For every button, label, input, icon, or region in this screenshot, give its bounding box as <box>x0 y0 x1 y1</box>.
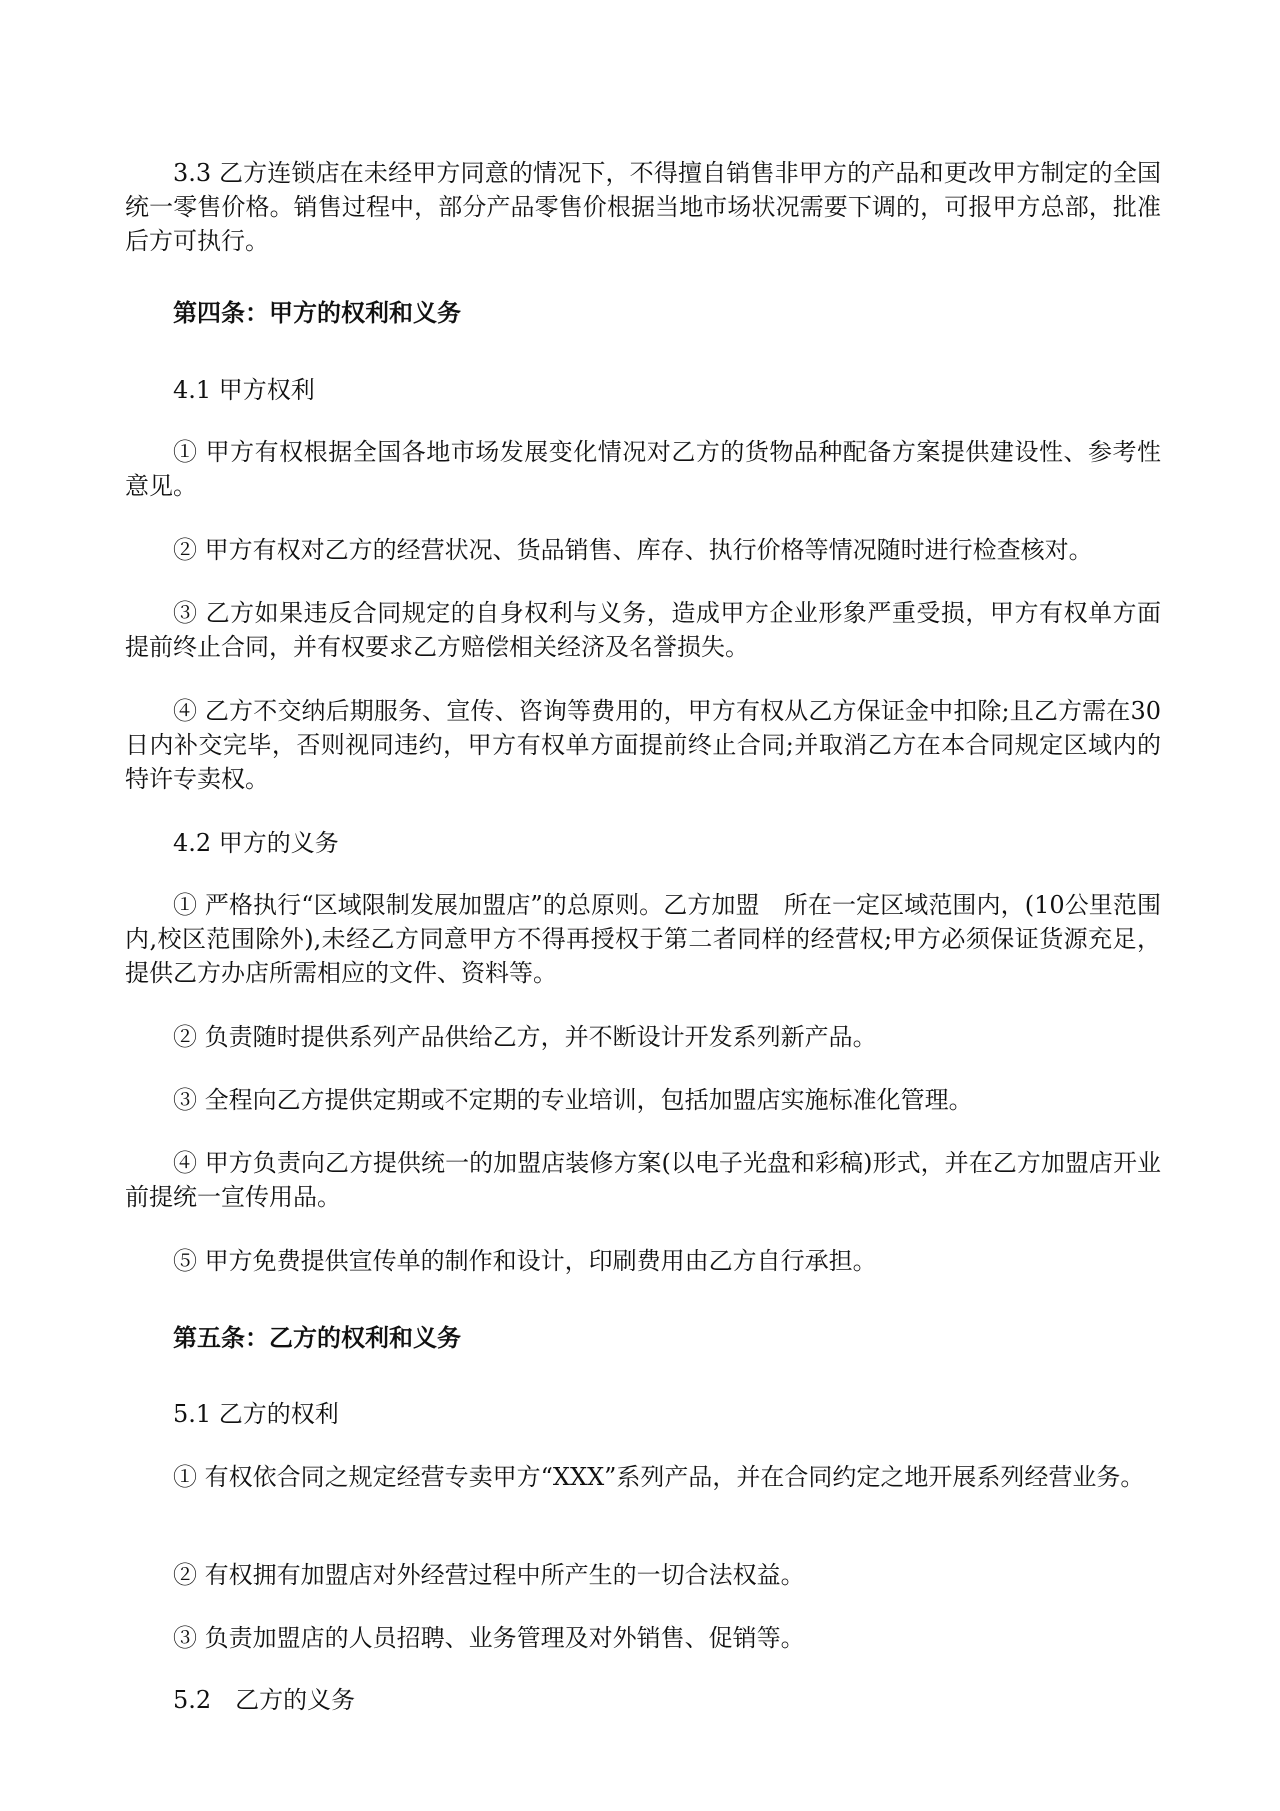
clause-4-1-item-4: ④ 乙方不交纳后期服务、宣传、咨询等费用的，甲方有权从乙方保证金中扣除;且乙方需在30日内补交完毕，否则视同违约，甲方有权单方面提前终止合同;并取消乙方在本合同规定区域内的特许专卖权。 <box>125 697 1161 793</box>
document-page <box>125 0 1161 1811</box>
article-5-heading: 第五条：乙方的权利和义务 <box>173 1323 461 1352</box>
clause-5-1-item-2: ② 有权拥有加盟店对外经营过程中所产生的一切合法权益。 <box>173 1561 805 1589</box>
clause-4-2-item-5: ⑤ 甲方免费提供宣传单的制作和设计，印刷费用由乙方自行承担。 <box>173 1247 877 1275</box>
clause-4-2-item-4: ④ 甲方负责向乙方提供统一的加盟店装修方案(以电子光盘和彩稿)形式，并在乙方加盟店开业前提统一宣传用品。 <box>125 1149 1161 1211</box>
clause-4-2-item-3: ③ 全程向乙方提供定期或不定期的专业培训，包括加盟店实施标准化管理。 <box>173 1086 973 1114</box>
clause-5-1-item-1: ① 有权依合同之规定经营专卖甲方“XXX”系列产品，并在合同约定之地开展系列经营业务。 <box>173 1463 1145 1491</box>
section-5-2-heading: 5.2 乙方的义务 <box>173 1686 356 1714</box>
clause-3-3-paragraph: 3.3 乙方连锁店在未经甲方同意的情况下，不得擅自销售非甲方的产品和更改甲方制定的全国统一零售价格。销售过程中，部分产品零售价根据当地市场状况需要下调的，可报甲方总部，批准后方可执行。 <box>125 159 1161 255</box>
clause-4-1-item-2: ② 甲方有权对乙方的经营状况、货品销售、库存、执行价格等情况随时进行检查核对。 <box>173 536 1093 564</box>
clause-4-1-item-3: ③ 乙方如果违反合同规定的自身权利与义务，造成甲方企业形象严重受损，甲方有权单方面提前终止合同，并有权要求乙方赔偿相关经济及名誉损失。 <box>125 599 1161 661</box>
section-4-1-heading: 4.1 甲方权利 <box>173 376 315 404</box>
section-5-1-heading: 5.1 乙方的权利 <box>173 1400 339 1428</box>
clause-4-2-item-2: ② 负责随时提供系列产品供给乙方，并不断设计开发系列新产品。 <box>173 1023 877 1051</box>
clause-4-2-item-1: ① 严格执行“区域限制发展加盟店”的总原则。乙方加盟 所在一定区域范围内，(10公里范围内,校区范围除外),未经乙方同意甲方不得再授权于第二者同样的经营权;甲方必须保证货源充足，提供乙方办店所需相应的文件、资料等。 <box>125 891 1161 987</box>
section-4-2-heading: 4.2 甲方的义务 <box>173 829 339 857</box>
clause-4-1-item-1: ① 甲方有权根据全国各地市场发展变化情况对乙方的货物品种配备方案提供建设性、参考性意见。 <box>125 438 1161 500</box>
clause-5-1-item-3: ③ 负责加盟店的人员招聘、业务管理及对外销售、促销等。 <box>173 1624 805 1652</box>
article-4-heading: 第四条：甲方的权利和义务 <box>173 298 461 327</box>
